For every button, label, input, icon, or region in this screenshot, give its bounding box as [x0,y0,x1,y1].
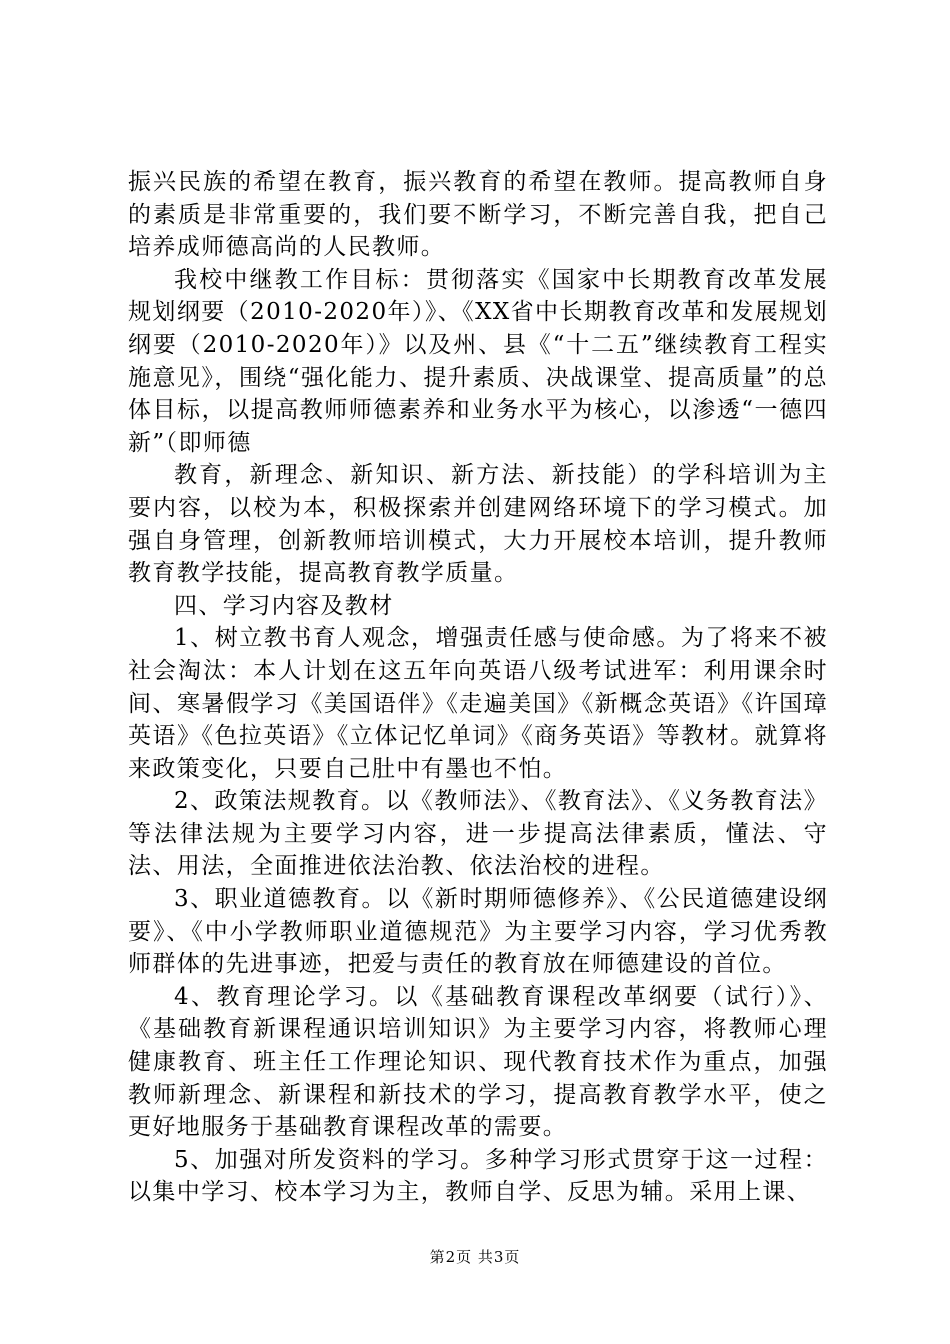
paragraph-item-4: 4、教育理论学习。以《基础教育课程改革纲要（试行）》、《基础教育新课程通识培训知识》为主要学习内容，将教师心理健康教育、班主任工作理论知识、现代教育技术作为重点，加强教师新理念、新课程和新技术的学习，提高教育教学水平，使之更好地服务于基础教育课程改革的需要。 [128,983,828,1141]
paragraph-item-2: 2、政策法规教育。以《教师法》、《教育法》、《义务教育法》等法律法规为主要学习内容，进一步提高法律素质，懂法、守法、用法，全面推进依法治教、依法治校的进程。 [128,788,828,880]
paragraph-training-content: 教育，新理念、新知识、新方法、新技能）的学科培训为主要内容，以校为本，积极探索并创建网络环境下的学习模式。加强自身管理，创新教师培训模式，大力开展校本培训，提升教师教育教学技能，提高教育教学质量。 [128,462,828,587]
paragraph-item-3: 3、职业道德教育。以《新时期师德修养》、《公民道德建设纲要》、《中小学教师职业道德规范》为主要学习内容，学习优秀教师群体的先进事迹，把爱与责任的教育放在师德建设的首位。 [128,886,828,978]
section-heading-study-content: 四、学习内容及教材 [174,592,394,619]
paragraph-work-goal: 我校中继教工作目标：贯彻落实《国家中长期教育改革发展规划纲要（2010-2020年）》、《XX省中长期教育改革和发展规划纲要（2010-2020年）》以及州、县《“十二五”继续教育工程实施意见》，围绕“强化能力、提升素质、决战课堂、提高质量”的总体目标，以提高教师师德素养和业务水平为核心，以渗透“一德四新”（即师德 [128,266,828,456]
document-body [128,166,828,1209]
paragraph-item-1: 1、树立教书育人观念，增强责任感与使命感。为了将来不被社会淘汰：本人计划在这五年向英语八级考试进军：利用课余时间、寒暑假学习《美国语伴》《走遍美国》《新概念英语》《许国璋英语》《色拉英语》《立体记忆单词》《商务英语》等教材。就算将来政策变化，只要自己肚中有墨也不怕。 [128,625,828,782]
paragraph-item-5: 5、加强对所发资料的学习。多种学习形式贯穿于这一过程：以集中学习、校本学习为主，教师自学、反思为辅。采用上课、 [128,1146,828,1206]
paragraph-intro: 振兴民族的希望在教育，振兴教育的希望在教师。提高教师自身的素质是非常重要的，我们要不断学习，不断完善自我，把自己培养成师德高尚的人民教师。 [128,169,828,261]
page-footer: 第2页 共3页 [429,1248,521,1266]
